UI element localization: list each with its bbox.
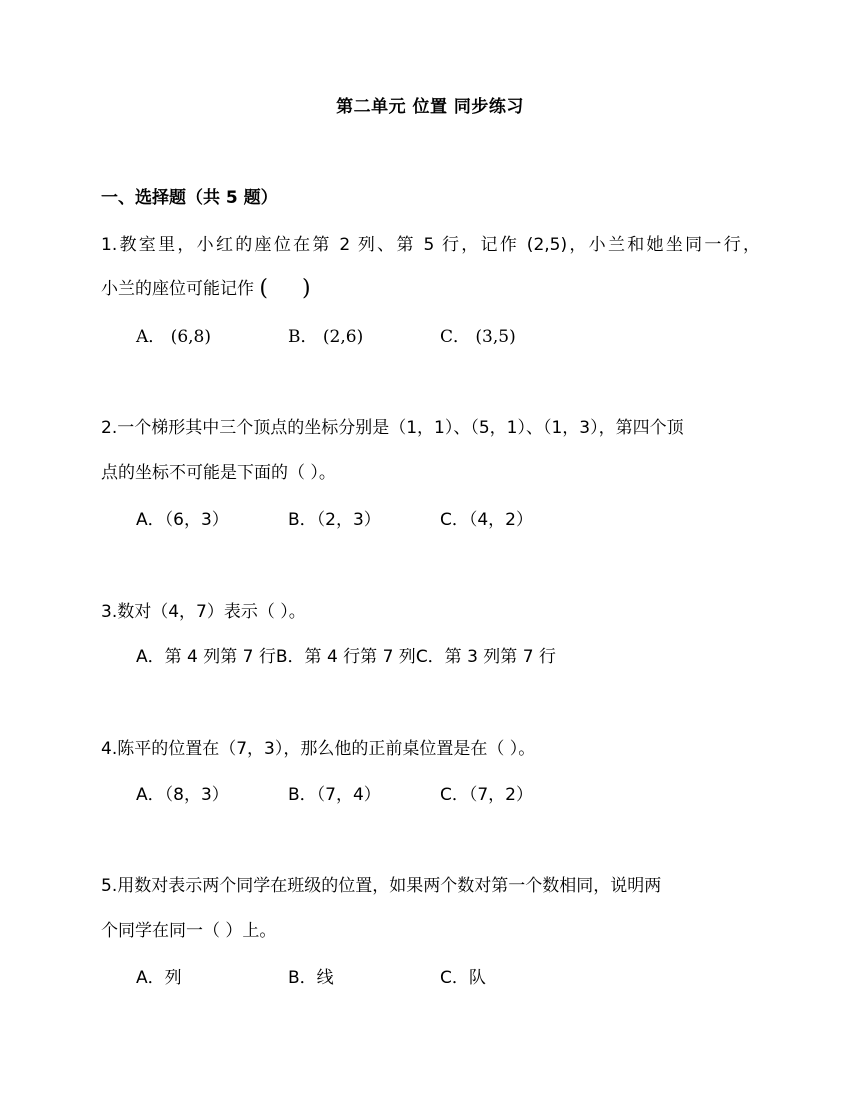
option-b[interactable]: B．（7，4） xyxy=(288,785,381,805)
question-3-options xyxy=(136,642,556,666)
option-b[interactable]: B．（2，3） xyxy=(288,510,381,530)
question-2-line-1: 2.一个梯形其中三个顶点的坐标分别是（1，1）、（5，1）、（1，3），第四个顶 xyxy=(101,418,684,438)
option-c[interactable]: C．队 xyxy=(440,968,486,988)
option-c[interactable]: C． (3,5) xyxy=(440,327,516,347)
question-4-line-1: 4.陈平的位置在（7，3），那么他的正前桌位置是在（ ）。 xyxy=(101,739,536,759)
option-b[interactable]: B．第 4 行第 7 列 xyxy=(275,647,416,667)
option-a[interactable]: A．列 xyxy=(136,968,182,988)
question-1-line-2 xyxy=(101,274,311,301)
question-1-line-1: 1.教室里，小红的座位在第 2 列、第 5 行，记作 (2,5)，小兰和她坐同一行， xyxy=(101,235,760,255)
answer-paren-close: ) xyxy=(302,276,311,301)
question-5-line-2: 个同学在同一（ ）上。 xyxy=(101,921,277,941)
question-1-text: 小兰的座位可能记作 xyxy=(101,279,254,299)
option-a[interactable]: A．（6，3） xyxy=(136,510,229,530)
option-a[interactable]: A． (6,8) xyxy=(136,327,211,347)
option-c[interactable]: C．第 3 列第 7 行 xyxy=(415,647,556,667)
option-a[interactable]: A．第 4 列第 7 行 xyxy=(136,647,276,667)
option-a[interactable]: A．（8，3） xyxy=(136,785,229,805)
option-c[interactable]: C．（4，2） xyxy=(440,510,534,530)
option-b[interactable]: B． (2,6) xyxy=(288,327,364,347)
question-2-line-2: 点的坐标不可能是下面的（ ）。 xyxy=(101,463,336,483)
answer-paren-open: ( xyxy=(259,276,268,301)
section-heading: 一、选择题（共 5 题） xyxy=(101,188,278,208)
question-5-line-1: 5.用数对表示两个同学在班级的位置，如果两个数对第一个数相同，说明两 xyxy=(101,876,662,896)
question-3-line-1: 3.数对（4，7）表示（ ）。 xyxy=(101,602,306,622)
option-c[interactable]: C．（7，2） xyxy=(440,785,534,805)
option-b[interactable]: B．线 xyxy=(288,968,334,988)
page-title: 第二单元 位置 同步练习 xyxy=(336,97,524,117)
